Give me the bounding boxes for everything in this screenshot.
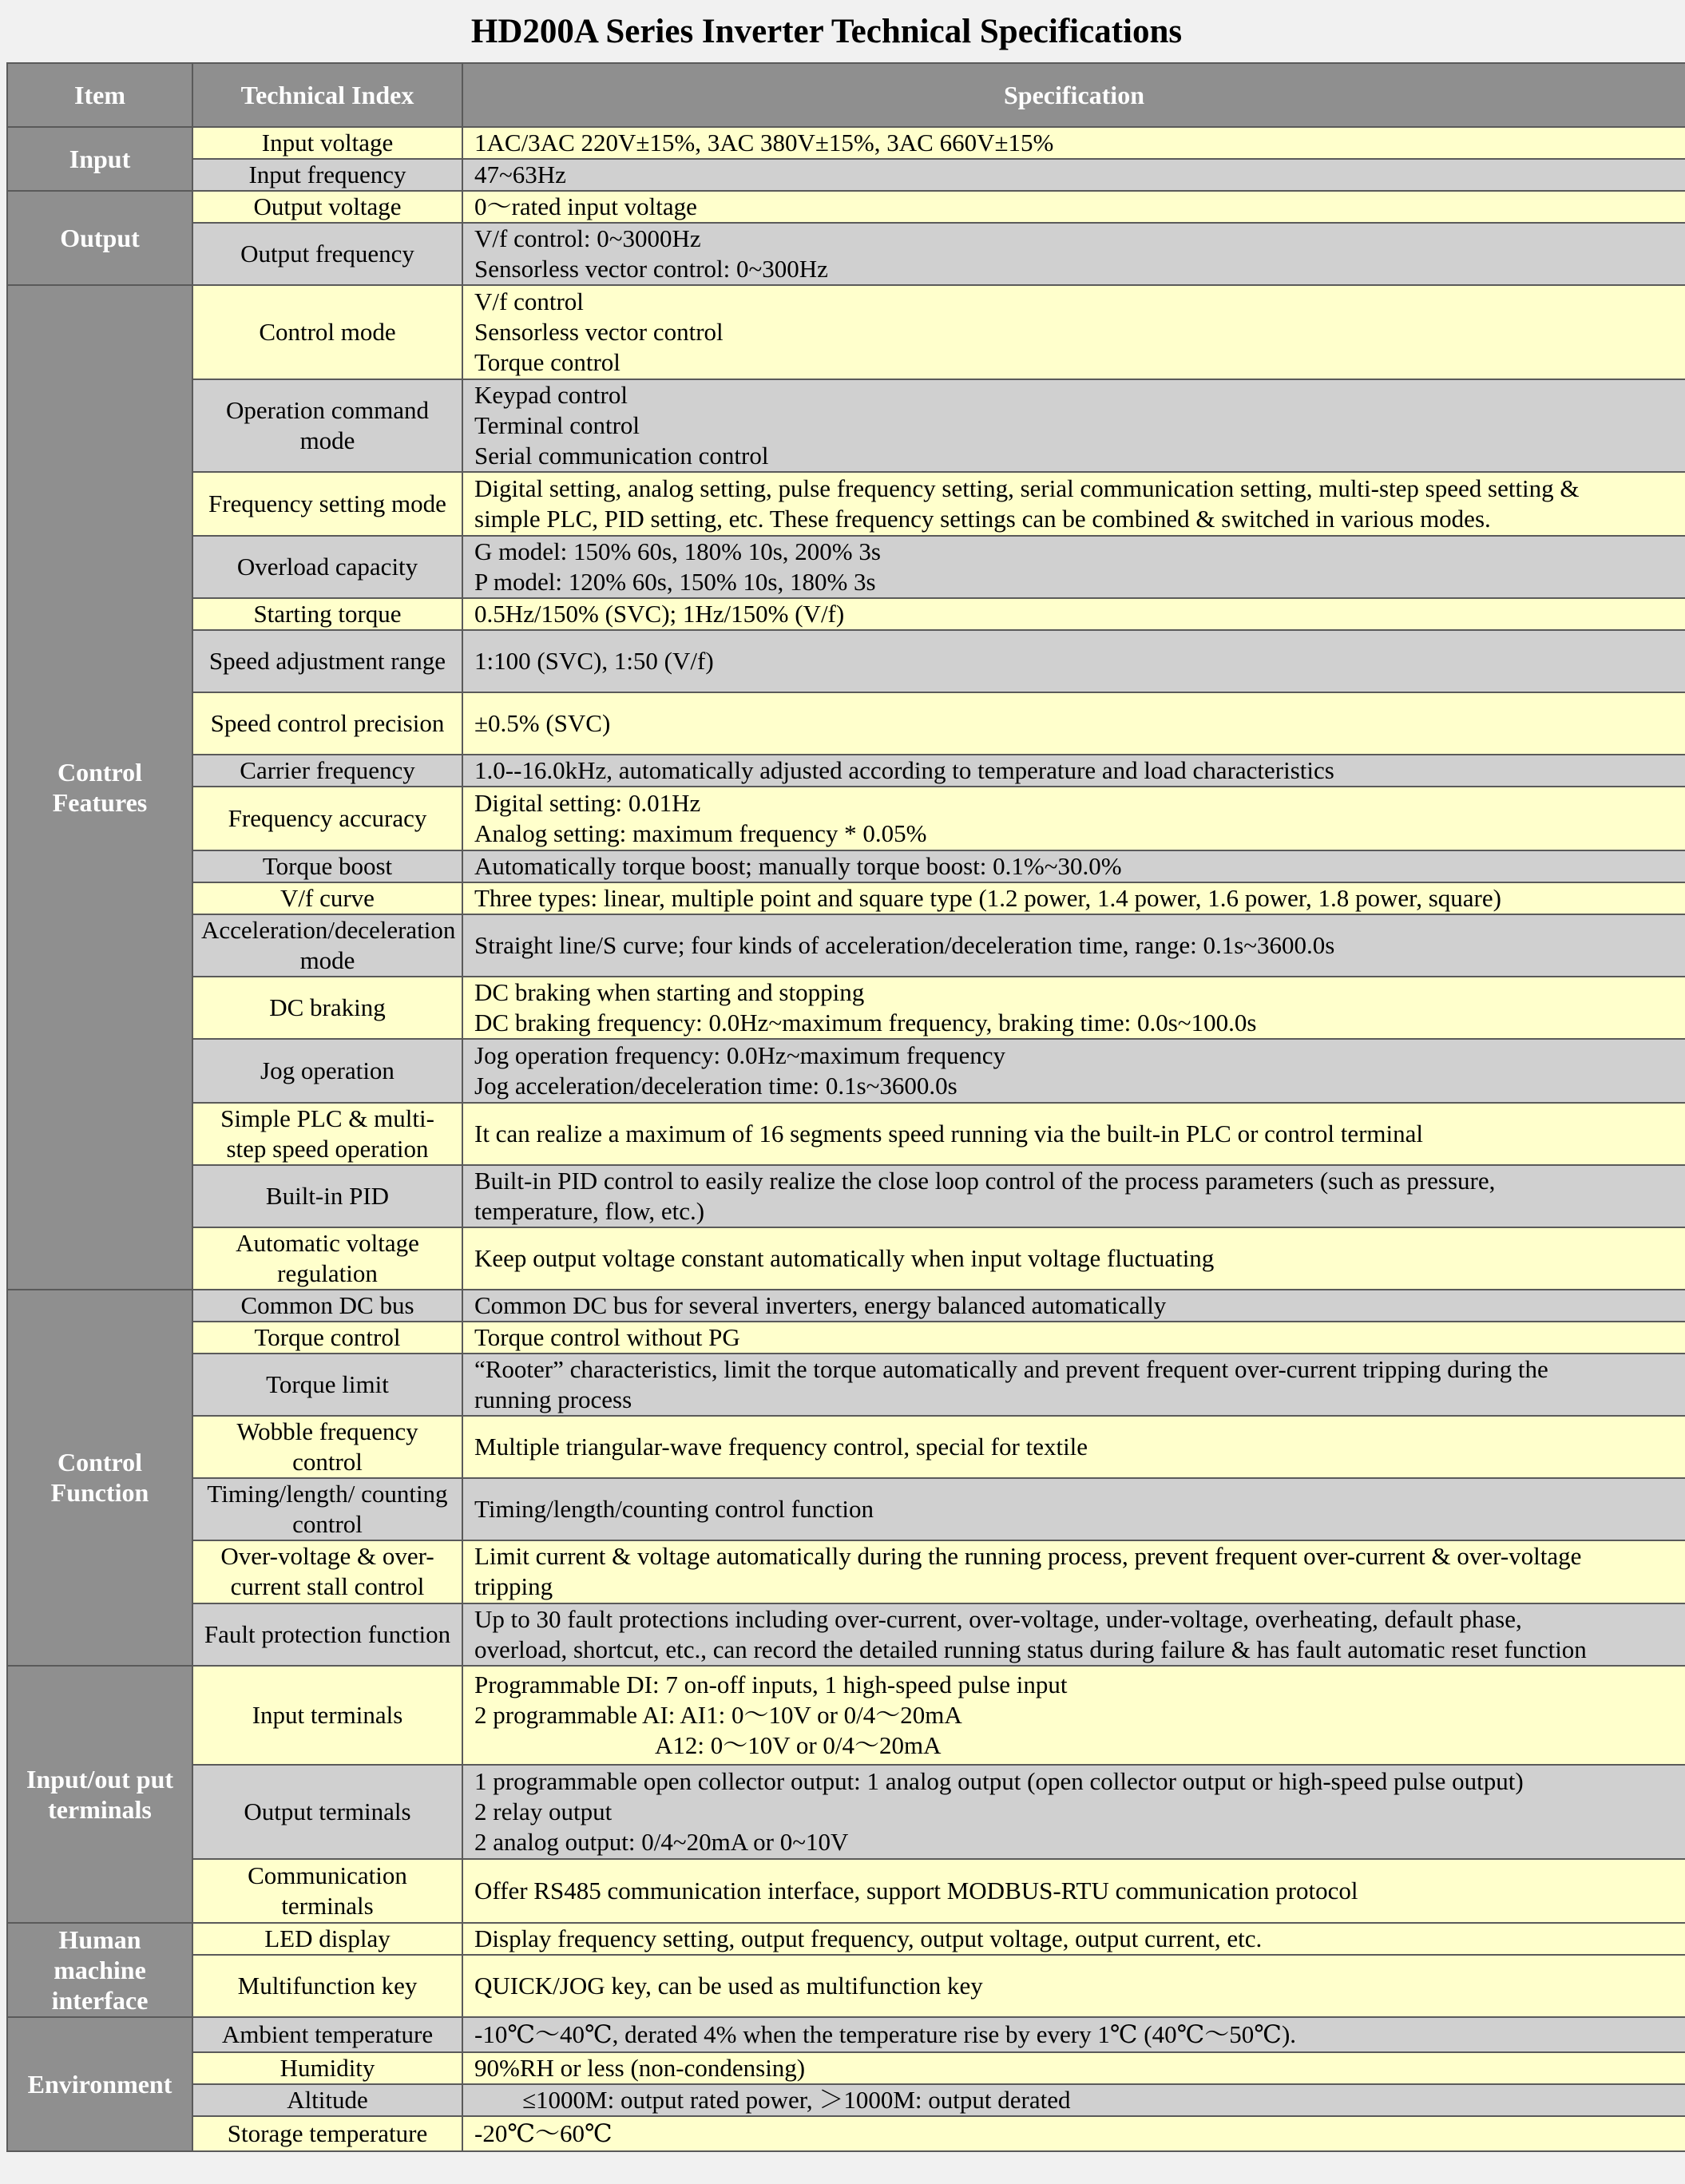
- specification-cell: [462, 191, 1685, 223]
- header-row: [7, 63, 1685, 127]
- table-row: [7, 850, 1685, 882]
- specification-cell: [462, 850, 1685, 882]
- specification-cell: [462, 2116, 1685, 2151]
- specification-line: 2 relay output: [474, 1797, 613, 1825]
- specification-line: Serial communication control: [474, 442, 769, 470]
- specification-cell: [462, 285, 1685, 379]
- specification-line: Torque control: [474, 348, 620, 377]
- specification-line: -20℃～60℃: [474, 2119, 613, 2147]
- specification-line: 0.5Hz/150% (SVC); 1Hz/150% (V/f): [474, 600, 845, 628]
- specification-line: Digital setting: 0.01Hz: [474, 789, 701, 818]
- specification-line: Common DC bus for several inverters, energy balanced automatically: [474, 1291, 1167, 1320]
- specification-line: Keep output voltage constant automatically when input voltage fluctuating: [474, 1244, 1215, 1273]
- specification-line: -10℃～40℃, derated 4% when the temperature rise by every 1℃ (40℃～50℃).: [474, 2020, 1297, 2048]
- specification-cell: [462, 914, 1685, 977]
- technical-index-simple-plc-multi-step-speed-operation: Simple PLC & multi-step speed operation: [192, 1103, 462, 1165]
- specification-line: Sensorless vector control: [474, 318, 724, 347]
- technical-index-control-mode: Control mode: [192, 285, 462, 379]
- technical-index-fault-protection-function: Fault protection function: [192, 1603, 462, 1666]
- specification-line: Timing/length/counting control function: [474, 1495, 874, 1524]
- specification-cell: [462, 1354, 1685, 1416]
- specification-cell: [462, 536, 1685, 598]
- table-row: [7, 598, 1685, 630]
- specification-cell: [462, 159, 1685, 191]
- technical-index-frequency-accuracy: Frequency accuracy: [192, 787, 462, 850]
- group-label-human-machine-interface: Human machine interface: [7, 1923, 192, 2017]
- table-row: [7, 1955, 1685, 2017]
- specification-cell: [462, 692, 1685, 755]
- specification-cell: [462, 1955, 1685, 2017]
- specification-line: DC braking when starting and stopping: [474, 978, 865, 1007]
- specification-line: Three types: linear, multiple point and square type (1.2 power, 1.4 power, 1.6 power, 1.8 power, square): [474, 884, 1501, 913]
- technical-index-humidity: Humidity: [192, 2052, 462, 2084]
- table-row: [7, 1165, 1685, 1227]
- specification-line: Keypad control: [474, 381, 628, 410]
- table-row: [7, 2052, 1685, 2084]
- technical-index-overload-capacity: Overload capacity: [192, 536, 462, 598]
- technical-index-input-terminals: Input terminals: [192, 1666, 462, 1765]
- specification-cell: [462, 1039, 1685, 1103]
- specification-line: QUICK/JOG key, can be used as multifunction key: [474, 1971, 983, 2000]
- table-row: [7, 285, 1685, 379]
- technical-index-automatic-voltage-regulation: Automatic voltage regulation: [192, 1227, 462, 1290]
- specification-line: 2 analog output: 0/4~20mA or 0~10V: [474, 1827, 849, 1856]
- specification-cell: [462, 1416, 1685, 1478]
- specification-line: simple PLC, PID setting, etc. These frequency settings can be combined & switched in various modes.: [474, 505, 1491, 533]
- specification-line: Up to 30 fault protections including over-current, over-voltage, under-voltage, overheating, default phase,: [474, 1604, 1522, 1633]
- specification-cell: [462, 1165, 1685, 1227]
- technical-index-input-frequency: Input frequency: [192, 159, 462, 191]
- specification-line: Torque control without PG: [474, 1323, 740, 1352]
- table-row: [7, 787, 1685, 850]
- specification-line: overload, shortcut, etc., can record the detailed running status during failure & has fault automatic reset function: [474, 1635, 1587, 1663]
- specification-line: Analog setting: maximum frequency * 0.05%: [474, 819, 927, 848]
- technical-index-storage-temperature: Storage temperature: [192, 2116, 462, 2151]
- specification-line: Built-in PID control to easily realize the close loop control of the process parameters (such as pressure,: [474, 1167, 1496, 1195]
- specification-line: P model: 120% 60s, 150% 10s, 180% 3s: [474, 568, 876, 597]
- specification-cell: [462, 1859, 1685, 1923]
- technical-index-acceleration-deceleration-mode: Acceleration/deceleration mode: [192, 914, 462, 977]
- specification-cell: [462, 882, 1685, 914]
- specifications-table: [6, 62, 1685, 2152]
- technical-index-starting-torque: Starting torque: [192, 598, 462, 630]
- specification-cell: [462, 630, 1685, 692]
- specification-line: Jog operation frequency: 0.0Hz~maximum frequency: [474, 1041, 1005, 1070]
- specification-cell: [462, 1923, 1685, 1955]
- specification-line: 1.0--16.0kHz, automatically adjusted according to temperature and load characteristics: [474, 756, 1334, 785]
- specification-cell: [462, 2052, 1685, 2084]
- specification-cell: [462, 379, 1685, 472]
- technical-index-communication-terminals: Communication terminals: [192, 1859, 462, 1923]
- technical-index-timing-length-counting-control: Timing/length/ counting control: [192, 1478, 462, 1540]
- specification-line: G model: 150% 60s, 180% 10s, 200% 3s: [474, 537, 881, 566]
- specification-line: 2 programmable AI: AI1: 0～10V or 0/4～20mA: [474, 1700, 962, 1729]
- specification-cell: [462, 1478, 1685, 1540]
- specification-line: running process: [474, 1385, 632, 1414]
- specification-line: Offer RS485 communication interface, support MODBUS-RTU communication protocol: [474, 1876, 1358, 1905]
- technical-index-output-voltage: Output voltage: [192, 191, 462, 223]
- table-row: [7, 379, 1685, 472]
- technical-index-carrier-frequency: Carrier frequency: [192, 755, 462, 787]
- technical-index-v-f-curve: V/f curve: [192, 882, 462, 914]
- table-row: [7, 882, 1685, 914]
- technical-index-torque-boost: Torque boost: [192, 850, 462, 882]
- specification-line: Terminal control: [474, 411, 640, 440]
- table-row: [7, 536, 1685, 598]
- table-row: [7, 472, 1685, 536]
- table-row: [7, 223, 1685, 285]
- header-technical-index: Technical Index: [192, 63, 462, 127]
- group-label-output: Output: [7, 191, 192, 285]
- specification-line: Programmable DI: 7 on-off inputs, 1 high-speed pulse input: [474, 1670, 1068, 1698]
- header-item: Item: [7, 63, 192, 127]
- specification-line: Display frequency setting, output frequency, output voltage, output current, etc.: [474, 1924, 1263, 1952]
- technical-index-output-terminals: Output terminals: [192, 1765, 462, 1859]
- specification-cell: [462, 2017, 1685, 2052]
- specification-cell: [462, 1765, 1685, 1859]
- specification-cell: [462, 787, 1685, 850]
- specification-line: Digital setting, analog setting, pulse frequency setting, serial communication setting, multi-step speed setting &: [474, 474, 1580, 503]
- specification-cell: [462, 1322, 1685, 1354]
- table-row: [7, 977, 1685, 1039]
- group-label-control-features: Control Features: [7, 285, 192, 1290]
- table-row: [7, 1322, 1685, 1354]
- specification-line: 90%RH or less (non-condensing): [474, 2053, 806, 2082]
- specification-line: 1 programmable open collector output: 1 analog output (open collector output or high-speed pulse output): [474, 1766, 1524, 1795]
- table-row: [7, 1227, 1685, 1290]
- specification-line: V/f control: 0~3000Hz: [474, 224, 701, 253]
- technical-index-frequency-setting-mode: Frequency setting mode: [192, 472, 462, 536]
- specification-line: ≤1000M: output rated power, ＞1000M: output derated: [522, 2085, 1071, 2114]
- specification-line: tripping: [474, 1572, 553, 1601]
- specification-line: Jog acceleration/deceleration time: 0.1s~3600.0s: [474, 1072, 957, 1100]
- specification-cell: [462, 1290, 1685, 1322]
- technical-index-speed-control-precision: Speed control precision: [192, 692, 462, 755]
- technical-index-altitude: Altitude: [192, 2084, 462, 2116]
- page-title: HD200A Series Inverter Technical Specifications: [470, 13, 1183, 50]
- technical-index-torque-control: Torque control: [192, 1322, 462, 1354]
- table-row: [7, 1290, 1685, 1322]
- technical-index-over-voltage-over-current-stall-control: Over-voltage & over-current stall control: [192, 1540, 462, 1603]
- specification-cell: [462, 598, 1685, 630]
- table-row: [7, 2017, 1685, 2052]
- group-label-environment: Environment: [7, 2017, 192, 2151]
- table-row: [7, 1666, 1685, 1765]
- technical-index-jog-operation: Jog operation: [192, 1039, 462, 1103]
- table-row: [7, 1765, 1685, 1859]
- specification-line: Multiple triangular-wave frequency control, special for textile: [474, 1433, 1088, 1461]
- group-label-input: Input: [7, 127, 192, 191]
- specification-cell: [462, 223, 1685, 285]
- specification-cell: [462, 1540, 1685, 1603]
- table-row: [7, 1859, 1685, 1923]
- specification-cell: [462, 1227, 1685, 1290]
- specification-line: A12: 0～10V or 0/4～20mA: [655, 1730, 942, 1759]
- table-row: [7, 127, 1685, 159]
- technical-index-dc-braking: DC braking: [192, 977, 462, 1039]
- table-row: [7, 1923, 1685, 1955]
- table-row: [7, 1540, 1685, 1603]
- specification-cell: [462, 1666, 1685, 1765]
- table-row: [7, 1416, 1685, 1478]
- specification-line: Straight line/S curve; four kinds of acceleration/deceleration time, range: 0.1s~3600.0s: [474, 931, 1335, 960]
- specification-cell: [462, 755, 1685, 787]
- specification-line: “Rooter” characteristics, limit the torque automatically and prevent frequent over-current tripping during the: [474, 1355, 1548, 1384]
- table-row: [7, 1478, 1685, 1540]
- table-row: [7, 1103, 1685, 1165]
- specification-line: Limit current & voltage automatically during the running process, prevent frequent over-current & over-voltage: [474, 1542, 1582, 1571]
- technical-index-led-display: LED display: [192, 1923, 462, 1955]
- specification-line: temperature, flow, etc.): [474, 1197, 705, 1226]
- technical-index-input-voltage: Input voltage: [192, 127, 462, 159]
- technical-index-operation-command-mode: Operation command mode: [192, 379, 462, 472]
- table-row: [7, 1039, 1685, 1103]
- technical-index-speed-adjustment-range: Speed adjustment range: [192, 630, 462, 692]
- specification-cell: [462, 977, 1685, 1039]
- technical-index-multifunction-key: Multifunction key: [192, 1955, 462, 2017]
- table-row: [7, 1354, 1685, 1416]
- specification-line: 1AC/3AC 220V±15%, 3AC 380V±15%, 3AC 660V±15%: [474, 129, 1054, 157]
- technical-index-ambient-temperature: Ambient temperature: [192, 2017, 462, 2052]
- technical-index-wobble-frequency-control: Wobble frequency control: [192, 1416, 462, 1478]
- table-row: [7, 191, 1685, 223]
- specification-cell: [462, 472, 1685, 536]
- table-row: [7, 630, 1685, 692]
- specification-line: 1:100 (SVC), 1:50 (V/f): [474, 647, 714, 676]
- specification-line: ±0.5% (SVC): [474, 709, 611, 738]
- specification-line: DC braking frequency: 0.0Hz~maximum frequency, braking time: 0.0s~100.0s: [474, 1009, 1257, 1037]
- technical-index-output-frequency: Output frequency: [192, 223, 462, 285]
- header-specification: Specification: [462, 63, 1685, 127]
- table-row: [7, 914, 1685, 977]
- specification-line: It can realize a maximum of 16 segments speed running via the built-in PLC or control terminal: [474, 1120, 1424, 1148]
- specification-cell: [462, 1103, 1685, 1165]
- specification-line: V/f control: [474, 287, 584, 316]
- table-row: [7, 2116, 1685, 2151]
- table-row: [7, 755, 1685, 787]
- specification-line: Automatically torque boost; manually torque boost: 0.1%~30.0%: [474, 852, 1122, 881]
- technical-index-common-dc-bus: Common DC bus: [192, 1290, 462, 1322]
- technical-index-built-in-pid: Built-in PID: [192, 1165, 462, 1227]
- table-row: [7, 692, 1685, 755]
- group-label-input-out-put-terminals: Input/out put terminals: [7, 1666, 192, 1923]
- table-row: [7, 2084, 1685, 2116]
- specification-line: 0～rated input voltage: [474, 192, 697, 221]
- specification-cell: [462, 2084, 1685, 2116]
- specification-line: 47~63Hz: [474, 161, 566, 189]
- specification-cell: [462, 1603, 1685, 1666]
- group-label-control-function: Control Function: [7, 1290, 192, 1665]
- specification-cell: [462, 127, 1685, 159]
- technical-index-torque-limit: Torque limit: [192, 1354, 462, 1416]
- specification-line: Sensorless vector control: 0~300Hz: [474, 255, 828, 283]
- table-row: [7, 1603, 1685, 1666]
- table-row: [7, 159, 1685, 191]
